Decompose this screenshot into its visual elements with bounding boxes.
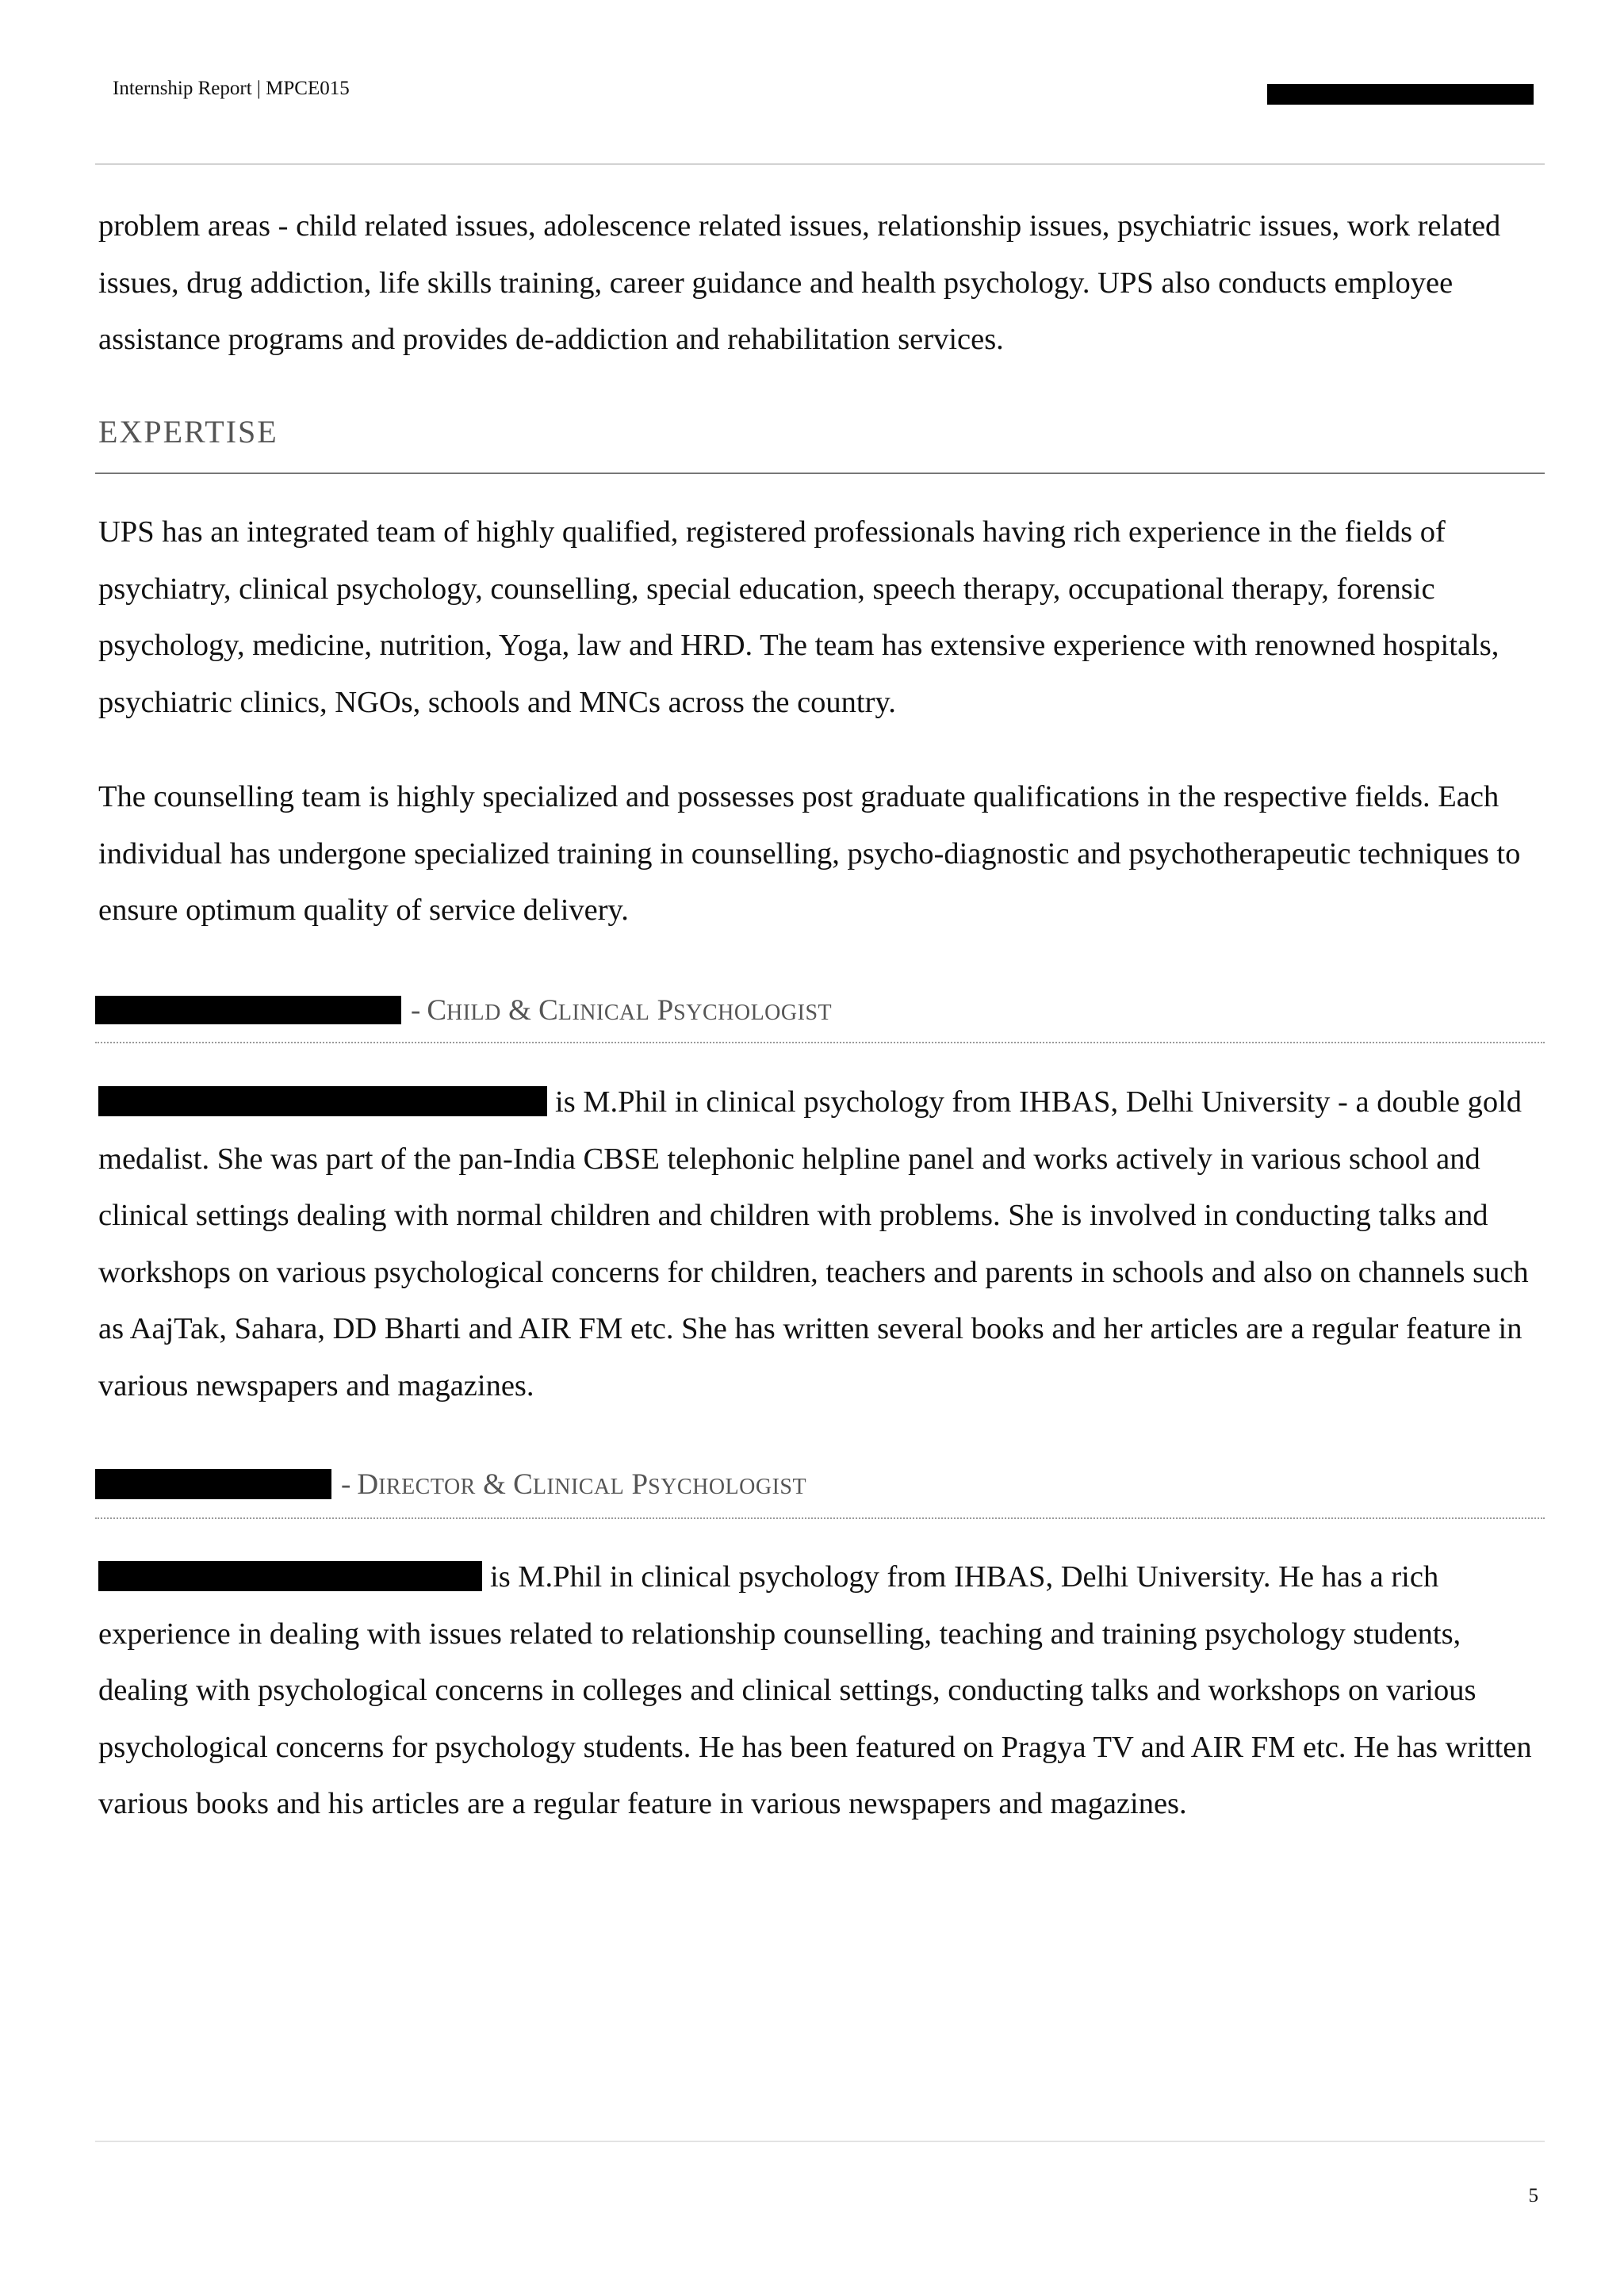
name-redaction xyxy=(95,996,401,1024)
header-title: Internship Report | MPCE015 xyxy=(113,78,350,99)
role-title: CHILD & CLINICAL PSYCHOLOGIST xyxy=(427,993,833,1027)
person-bio: is M.Phil in clinical psychology from IHBAS, Delhi University - a double gold medalist. She was part of the pan-India CBSE telephonic helpline panel and works actively in various school and clinical settings dealing with normal children and children with problems. She is involved in conducting talks and workshops on various psychological concerns for children, teachers and parents in schools and also on channels such as AajTak, Sahara, DD Bharti and AIR FM etc. She has written several books and her articles are a regular feature in various newspapers and magazines. xyxy=(98,1085,1529,1402)
name-redaction xyxy=(98,1086,547,1116)
header-divider xyxy=(95,163,1545,165)
person-bio: is M.Phil in clinical psychology from IHBAS, Delhi University. He has a rich experience in dealing with issues related to relationship counselling, teaching and training psychology students, dealing with psychological concerns in colleges and clinical settings, conducting talks and workshops on various psychological concerns for psychology students. He has been featured on Pragya TV and AIR FM etc. He has written various books and his articles are a regular feature in various newspapers and magazines. xyxy=(98,1560,1532,1820)
person-heading xyxy=(95,994,832,1026)
footer-divider xyxy=(95,2141,1545,2142)
name-redaction xyxy=(98,1561,482,1591)
expertise-heading: EXPERTISE xyxy=(98,414,278,450)
heading-separator: - xyxy=(341,1468,351,1501)
person-heading xyxy=(95,1468,806,1500)
expertise-divider xyxy=(95,473,1545,474)
page-number: 5 xyxy=(1528,2185,1538,2206)
expertise-paragraph-1: UPS has an integrated team of highly qualified, registered professionals having rich experience in the fields of psychiatry, clinical psychology, counselling, special education, speech therapy, occupational therapy, forensic psychology, medicine, nutrition, Yoga, law and HRD. The team has extensive experience with renowned hospitals, psychiatric clinics, NGOs, schools and MNCs across the country. xyxy=(98,515,1500,719)
header-redaction xyxy=(1267,84,1534,105)
name-redaction xyxy=(95,1469,331,1499)
intro-paragraph: problem areas - child related issues, adolescence related issues, relationship issues, psychiatric issues, work related issues, drug addiction, life skills training, career guidance and health psychology. UPS also conducts employee assistance programs and provides de-addiction and rehabilitation services. xyxy=(98,209,1501,356)
person-divider xyxy=(95,1042,1545,1043)
role-title: DIRECTOR & CLINICAL PSYCHOLOGIST xyxy=(357,1468,807,1501)
expertise-paragraph-2: The counselling team is highly specialized and possesses post graduate qualifications in the respective fields. Each individual has undergone specialized training in counselling, psycho-diagnostic and psychotherapeutic techniques to ensure optimum quality of service delivery. xyxy=(98,780,1521,927)
person-divider xyxy=(95,1517,1545,1519)
heading-separator: - xyxy=(411,993,421,1027)
